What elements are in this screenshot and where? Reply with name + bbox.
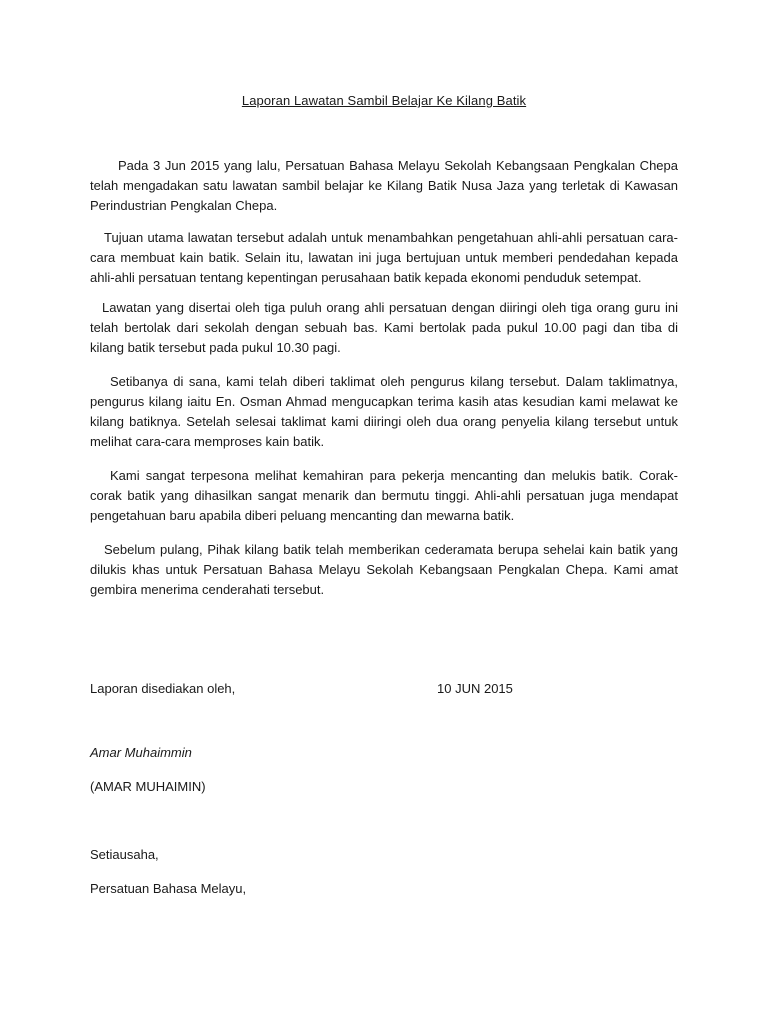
printed-name: (AMAR MUHAIMIN)	[90, 779, 206, 794]
prepared-by-label: Laporan disediakan oleh,	[90, 681, 236, 696]
paragraph-souvenir: Sebelum pulang, Pihak kilang batik telah memberikan cederamata berupa sehelai kain batik yang dilukis khas untuk Persatuan Bahasa Melayu Sekolah Kebangsaan Pengkalan Chepa. Kami amat gembira menerima cenderahati tersebut.	[90, 542, 678, 597]
organization-name: Persatuan Bahasa Melayu,	[90, 881, 247, 896]
paragraph-departure: Lawatan yang disertai oleh tiga puluh orang ahli persatuan dengan diiringi oleh tiga orang guru ini telah bertolak dari sekolah dengan sebuah bas. Kami bertolak pada pukul 10.00 pagi dan tiba di kilang batik tersebut pada pukul 10.30 pagi.	[90, 300, 678, 355]
signature: Amar Muhaimmin	[90, 745, 192, 760]
paragraph-briefing: Setibanya di sana, kami telah diberi taklimat oleh pengurus kilang tersebut. Dalam taklimatnya, pengurus kilang iaitu En. Osman Ahmad mengucapkan terima kasih atas kesudian kami melawat ke kilang batiknya. Setelah selesai taklimat kami diiringi oleh dua orang penyelia kilang tersebut untuk melihat cara-cara memproses kain batik.	[90, 374, 678, 449]
report-date: 10 JUN 2015	[437, 681, 513, 696]
paragraph-objective: Tujuan utama lawatan tersebut adalah untuk menambahkan pengetahuan ahli-ahli persatuan cara-cara membuat kain batik. Selain itu, lawatan ini juga bertujuan untuk memberi pendedahan kepada ahli-ahli persatuan tentang kepentingan perusahaan batik kepada ekonomi penduduk setempat.	[90, 230, 678, 285]
position-title: Setiausaha,	[90, 847, 159, 862]
report-title: Laporan Lawatan Sambil Belajar Ke Kilang Batik	[241, 93, 527, 108]
paragraph-introduction: Pada 3 Jun 2015 yang lalu, Persatuan Bahasa Melayu Sekolah Kebangsaan Pengkalan Chepa telah mengadakan satu lawatan sambil belajar ke Kilang Batik Nusa Jaza yang terletak di Kawasan Perindustrian Pengkalan Chepa.	[90, 158, 678, 213]
paragraph-observation: Kami sangat terpesona melihat kemahiran para pekerja mencanting dan melukis batik. Corak-corak batik yang dihasilkan sangat menarik dan bermutu tinggi. Ahli-ahli persatuan juga mendapat pengetahuan baru apabila diberi peluang mencanting dan mewarna batik.	[90, 468, 678, 523]
